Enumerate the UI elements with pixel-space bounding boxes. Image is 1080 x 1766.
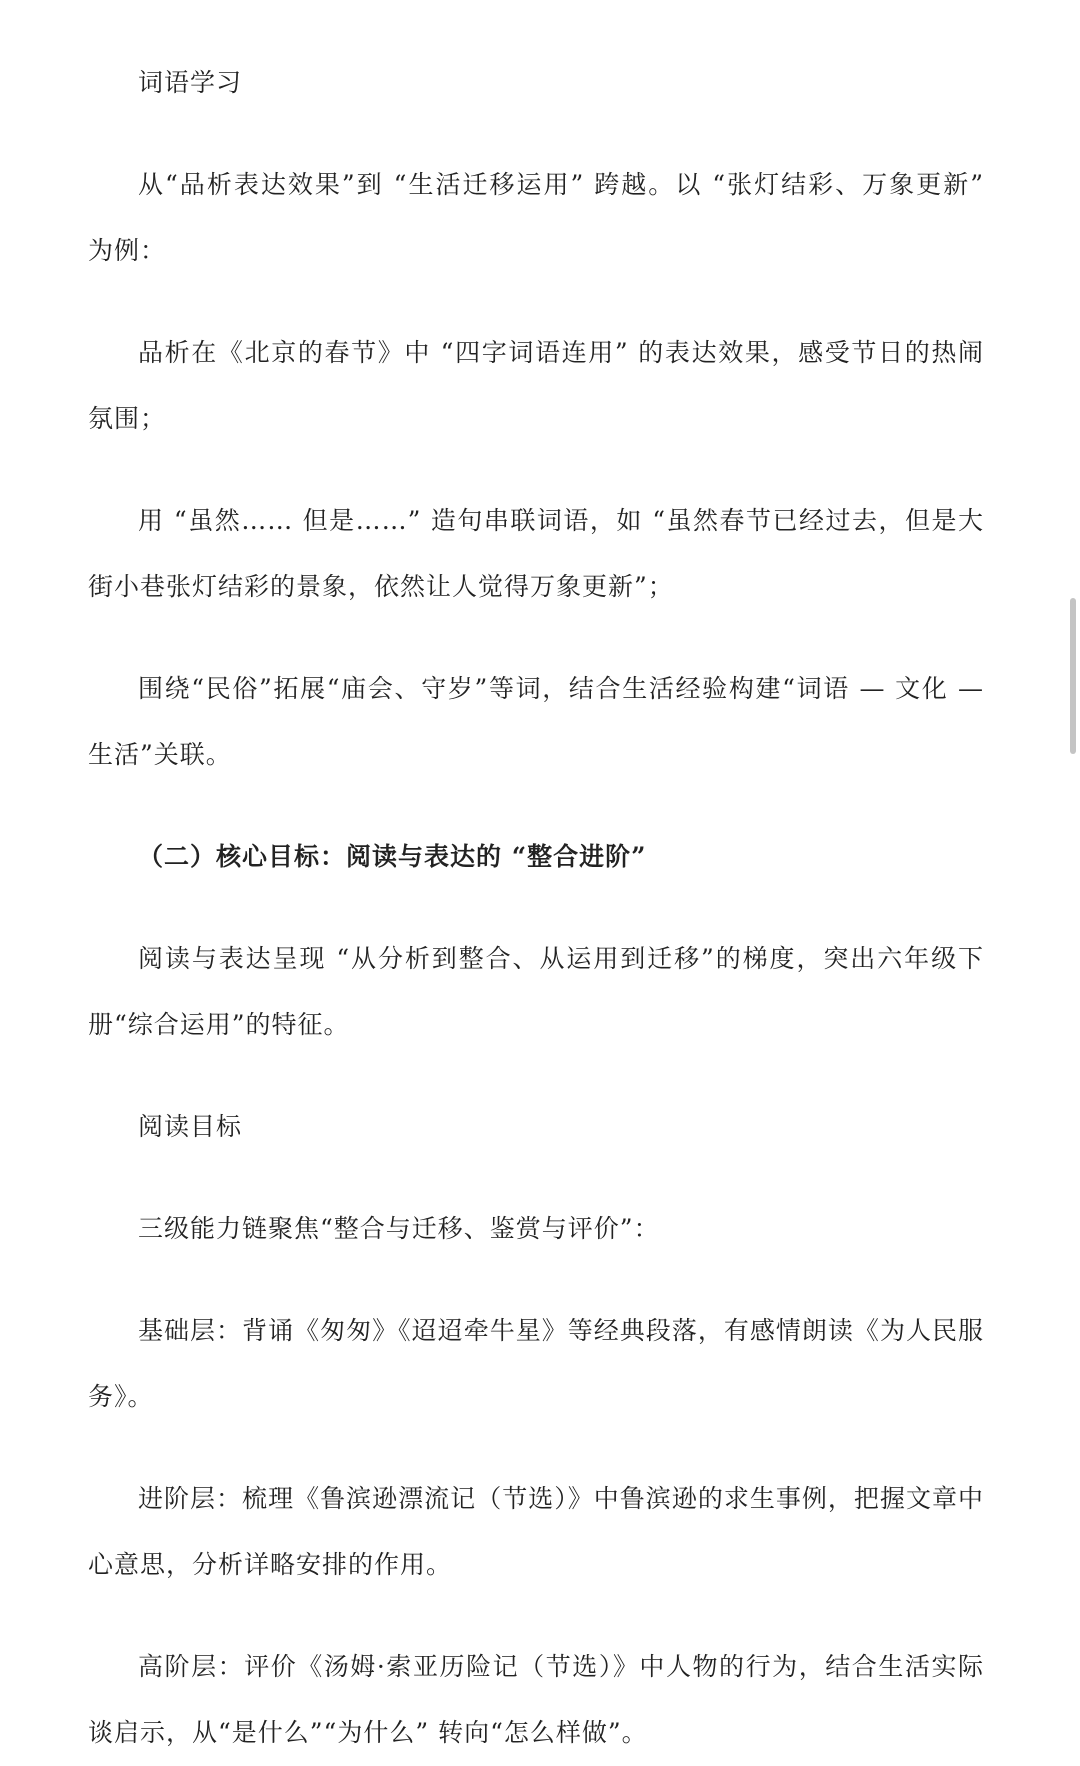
paragraph-reading-expression: 阅读与表达呈现 “从分析到整合、从运用到迁移”的梯度，突出六年级下册“综合运用”的特征。 [88, 944, 984, 1039]
paragraph-vocabulary-extend: 围绕“民俗”拓展“庙会、守岁”等词，结合生活经验构建“词语 — 文化 — 生活”关联。 [88, 674, 984, 769]
paragraph-vocabulary-title: 词语学习 [138, 68, 243, 97]
scrollbar-thumb[interactable] [1070, 598, 1076, 754]
scrollbar[interactable] [1068, 0, 1076, 1693]
paragraph-reading-goal-title: 阅读目标 [138, 1112, 243, 1141]
paragraph-ability-chain: 三级能力链聚焦“整合与迁移、鉴赏与评价”： [138, 1214, 660, 1243]
paragraph-basic-level: 基础层：背诵《匆匆》《迢迢牵牛星》等经典段落，有感情朗读《为人民服务》。 [88, 1316, 984, 1411]
paragraph-vocabulary-intro: 从“品析表达效果”到 “生活迁移运用” 跨越。以 “张灯结彩、万象更新” 为例： [88, 170, 984, 265]
section-heading-core-goal: （二）核心目标：阅读与表达的 “整合进阶” [138, 842, 647, 871]
paragraph-vocabulary-appreciate: 品析在《北京的春节》中 “四字词语连用” 的表达效果，感受节日的热闹氛围； [88, 338, 984, 433]
paragraph-vocabulary-sentence: 用 “虽然…… 但是……” 造句串联词语，如 “虽然春节已经过去，但是大街小巷张灯结彩的景象，依然让人觉得万象更新”； [88, 506, 984, 601]
paragraph-advanced-level: 进阶层：梳理《鲁滨逊漂流记（节选）》中鲁滨逊的求生事例，把握文章中心意思，分析详略安排的作用。 [88, 1484, 984, 1579]
paragraph-high-level: 高阶层：评价《汤姆·索亚历险记（节选）》中人物的行为，结合生活实际谈启示，从“是什么”“为什么” 转向“怎么样做”。 [88, 1652, 984, 1747]
